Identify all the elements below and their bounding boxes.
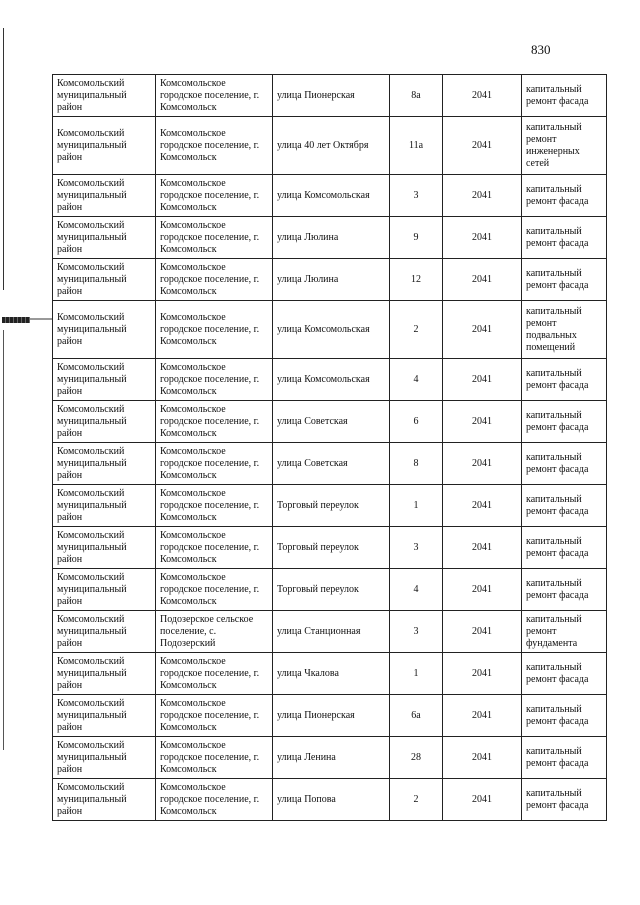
house-number-cell: 12 <box>390 259 443 301</box>
year-cell: 2041 <box>443 301 522 359</box>
scan-artifact-mark <box>30 318 52 320</box>
settlement-cell: Подозерское сельское поселение, с. Подозерский <box>156 611 273 653</box>
table-row <box>53 611 607 653</box>
work-type-cell: капитальный ремонт фасада <box>522 401 607 443</box>
district-cell: Комсомольский муниципальный район <box>53 217 156 259</box>
district-cell: Комсомольский муниципальный район <box>53 737 156 779</box>
house-number-cell: 6 <box>390 401 443 443</box>
settlement-cell: Комсомольское городское поселение, г. Комсомольск <box>156 569 273 611</box>
district-cell: Комсомольский муниципальный район <box>53 175 156 217</box>
district-cell: Комсомольский муниципальный район <box>53 611 156 653</box>
house-number-cell: 11а <box>390 117 443 175</box>
work-type-cell: капитальный ремонт фасада <box>522 527 607 569</box>
street-cell: улица Люлина <box>273 259 390 301</box>
district-cell: Комсомольский муниципальный район <box>53 779 156 821</box>
district-cell: Комсомольский муниципальный район <box>53 401 156 443</box>
district-cell: Комсомольский муниципальный район <box>53 527 156 569</box>
work-type-cell: капитальный ремонт фасада <box>522 359 607 401</box>
house-number-cell: 8 <box>390 443 443 485</box>
work-type-cell: капитальный ремонт фасада <box>522 259 607 301</box>
work-type-cell: капитальный ремонт фасада <box>522 737 607 779</box>
year-cell: 2041 <box>443 485 522 527</box>
settlement-cell: Комсомольское городское поселение, г. Комсомольск <box>156 401 273 443</box>
year-cell: 2041 <box>443 217 522 259</box>
year-cell: 2041 <box>443 611 522 653</box>
street-cell: Торговый переулок <box>273 485 390 527</box>
work-type-cell: капитальный ремонт подвальных помещений <box>522 301 607 359</box>
street-cell: улица Комсомольская <box>273 301 390 359</box>
work-type-cell: капитальный ремонт фасада <box>522 653 607 695</box>
table-row <box>53 569 607 611</box>
house-number-cell: 8а <box>390 75 443 117</box>
table-row <box>53 117 607 175</box>
year-cell: 2041 <box>443 443 522 485</box>
district-cell: Комсомольский муниципальный район <box>53 695 156 737</box>
district-cell: Комсомольский муниципальный район <box>53 443 156 485</box>
house-number-cell: 3 <box>390 527 443 569</box>
settlement-cell: Комсомольское городское поселение, г. Комсомольск <box>156 737 273 779</box>
street-cell: улица Пионерская <box>273 75 390 117</box>
work-type-cell: капитальный ремонт фасада <box>522 485 607 527</box>
street-cell: улица Чкалова <box>273 653 390 695</box>
house-number-cell: 9 <box>390 217 443 259</box>
year-cell: 2041 <box>443 779 522 821</box>
housing-repair-table <box>52 74 607 821</box>
year-cell: 2041 <box>443 259 522 301</box>
work-type-cell: капитальный ремонт фасада <box>522 75 607 117</box>
street-cell: улица Советская <box>273 443 390 485</box>
table-row <box>53 443 607 485</box>
street-cell: улица Ленина <box>273 737 390 779</box>
year-cell: 2041 <box>443 653 522 695</box>
work-type-cell: капитальный ремонт фасада <box>522 175 607 217</box>
street-cell: улица Комсомольская <box>273 175 390 217</box>
table-row <box>53 653 607 695</box>
house-number-cell: 1 <box>390 485 443 527</box>
settlement-cell: Комсомольское городское поселение, г. Комсомольск <box>156 301 273 359</box>
work-type-cell: капитальный ремонт инженерных сетей <box>522 117 607 175</box>
street-cell: улица 40 лет Октября <box>273 117 390 175</box>
table-row <box>53 301 607 359</box>
table-row <box>53 485 607 527</box>
scan-artifact-mark <box>2 317 30 323</box>
street-cell: улица Попова <box>273 779 390 821</box>
table-row <box>53 259 607 301</box>
year-cell: 2041 <box>443 569 522 611</box>
work-type-cell: капитальный ремонт фасада <box>522 569 607 611</box>
street-cell: улица Пионерская <box>273 695 390 737</box>
scan-left-rule <box>3 28 4 290</box>
house-number-cell: 4 <box>390 569 443 611</box>
table-row <box>53 737 607 779</box>
table-row <box>53 695 607 737</box>
district-cell: Комсомольский муниципальный район <box>53 569 156 611</box>
work-type-cell: капитальный ремонт фундамента <box>522 611 607 653</box>
district-cell: Комсомольский муниципальный район <box>53 301 156 359</box>
work-type-cell: капитальный ремонт фасада <box>522 695 607 737</box>
year-cell: 2041 <box>443 695 522 737</box>
house-number-cell: 2 <box>390 779 443 821</box>
settlement-cell: Комсомольское городское поселение, г. Комсомольск <box>156 653 273 695</box>
house-number-cell: 6а <box>390 695 443 737</box>
house-number-cell: 1 <box>390 653 443 695</box>
page-number: 830 <box>531 42 551 57</box>
district-cell: Комсомольский муниципальный район <box>53 117 156 175</box>
district-cell: Комсомольский муниципальный район <box>53 259 156 301</box>
district-cell: Комсомольский муниципальный район <box>53 485 156 527</box>
street-cell: Торговый переулок <box>273 527 390 569</box>
district-cell: Комсомольский муниципальный район <box>53 653 156 695</box>
settlement-cell: Комсомольское городское поселение, г. Комсомольск <box>156 485 273 527</box>
year-cell: 2041 <box>443 359 522 401</box>
settlement-cell: Комсомольское городское поселение, г. Комсомольск <box>156 217 273 259</box>
street-cell: улица Комсомольская <box>273 359 390 401</box>
house-number-cell: 3 <box>390 611 443 653</box>
house-number-cell: 28 <box>390 737 443 779</box>
table-row <box>53 75 607 117</box>
settlement-cell: Комсомольское городское поселение, г. Комсомольск <box>156 695 273 737</box>
scan-left-rule <box>3 330 4 750</box>
district-cell: Комсомольский муниципальный район <box>53 75 156 117</box>
year-cell: 2041 <box>443 175 522 217</box>
settlement-cell: Комсомольское городское поселение, г. Комсомольск <box>156 259 273 301</box>
year-cell: 2041 <box>443 737 522 779</box>
table-row <box>53 527 607 569</box>
year-cell: 2041 <box>443 401 522 443</box>
house-number-cell: 4 <box>390 359 443 401</box>
settlement-cell: Комсомольское городское поселение, г. Комсомольск <box>156 359 273 401</box>
settlement-cell: Комсомольское городское поселение, г. Комсомольск <box>156 779 273 821</box>
house-number-cell: 2 <box>390 301 443 359</box>
street-cell: улица Станционная <box>273 611 390 653</box>
settlement-cell: Комсомольское городское поселение, г. Комсомольск <box>156 175 273 217</box>
work-type-cell: капитальный ремонт фасада <box>522 217 607 259</box>
district-cell: Комсомольский муниципальный район <box>53 359 156 401</box>
street-cell: улица Советская <box>273 401 390 443</box>
work-type-cell: капитальный ремонт фасада <box>522 779 607 821</box>
settlement-cell: Комсомольское городское поселение, г. Комсомольск <box>156 117 273 175</box>
year-cell: 2041 <box>443 527 522 569</box>
settlement-cell: Комсомольское городское поселение, г. Комсомольск <box>156 443 273 485</box>
table-row <box>53 217 607 259</box>
year-cell: 2041 <box>443 117 522 175</box>
street-cell: улица Люлина <box>273 217 390 259</box>
house-number-cell: 3 <box>390 175 443 217</box>
table-row <box>53 175 607 217</box>
settlement-cell: Комсомольское городское поселение, г. Комсомольск <box>156 527 273 569</box>
work-type-cell: капитальный ремонт фасада <box>522 443 607 485</box>
table-row <box>53 779 607 821</box>
year-cell: 2041 <box>443 75 522 117</box>
settlement-cell: Комсомольское городское поселение, г. Комсомольск <box>156 75 273 117</box>
street-cell: Торговый переулок <box>273 569 390 611</box>
table-row <box>53 401 607 443</box>
table-row <box>53 359 607 401</box>
